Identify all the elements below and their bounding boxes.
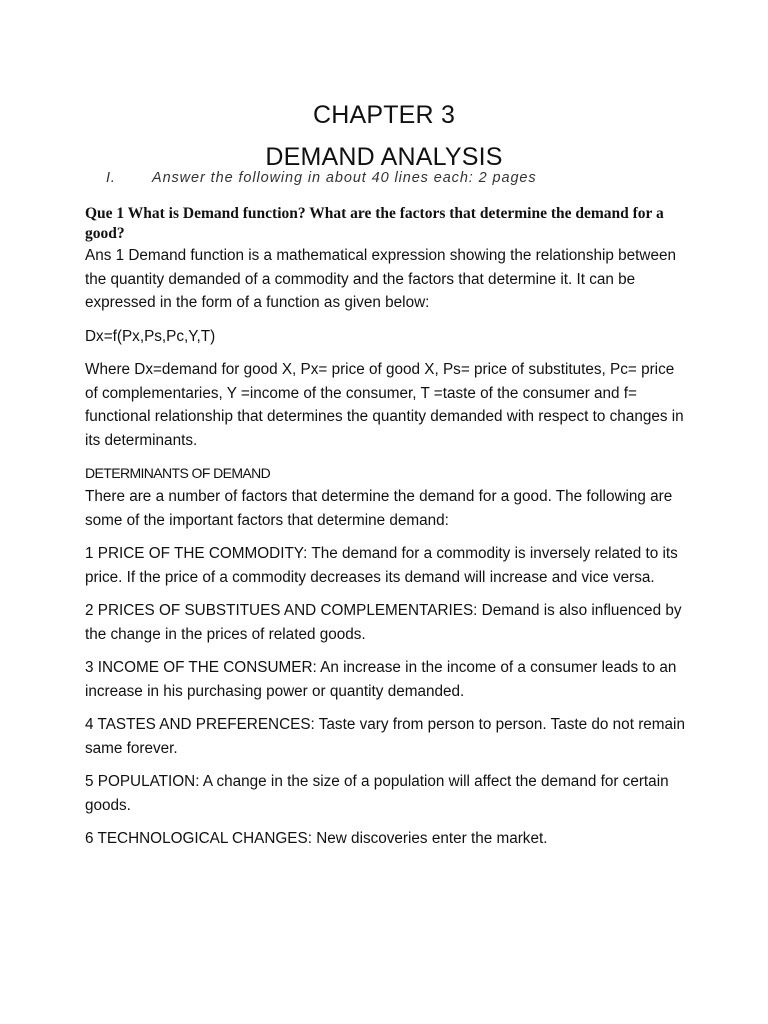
formula-explanation: Where Dx=demand for good X, Px= price of good X, Ps= price of substitutes, Pc= price of complementaries, Y =income of the consumer, T =taste of the consumer and f= functional relationship that determines the quantity demanded with respect to changes in its determinants. bbox=[85, 361, 684, 449]
determinants-intro: There are a number of factors that determine the demand for a good. The following are some of the important factors that determine demand: bbox=[85, 488, 673, 529]
instruction-number: I. bbox=[106, 170, 116, 186]
factor-item: 1 PRICE OF THE COMMODITY: The demand for a commodity is inversely related to its price. If the price of a commodity decreases its demand will increase and vice versa. bbox=[85, 545, 678, 586]
title-block bbox=[0, 94, 768, 178]
factor-item: 2 PRICES OF SUBSTITUES AND COMPLEMENTARIES: Demand is also influenced by the change in the prices of related goods. bbox=[85, 602, 682, 643]
factor-item: 6 TECHNOLOGICAL CHANGES: New discoveries enter the market. bbox=[85, 830, 548, 847]
question-heading: Que 1 What is Demand function? What are the factors that determine the demand for a good? bbox=[85, 205, 664, 242]
chapter-title: CHAPTER 3 bbox=[312, 101, 456, 129]
factor-item: 4 TASTES AND PREFERENCES: Taste vary from person to person. Taste do not remain same forever. bbox=[85, 716, 685, 757]
factor-item: 3 INCOME OF THE CONSUMER: An increase in the income of a consumer leads to an increase in his purchasing power or quantity demanded. bbox=[85, 659, 677, 700]
demand-formula: Dx=f(Px,Ps,Pc,Y,T) bbox=[85, 327, 216, 345]
instruction-text: Answer the following in about 40 lines each: 2 pages bbox=[152, 170, 537, 186]
answer-intro: Ans 1 Demand function is a mathematical expression showing the relationship between the quantity demanded of a commodity and the factors that determine it. It can be expressed in the form of a function as given below: bbox=[85, 247, 676, 311]
document-body bbox=[85, 204, 685, 861]
determinants-heading: DETERMINANTS OF DEMAND bbox=[85, 465, 271, 481]
chapter-subtitle: DEMAND ANALYSIS bbox=[265, 143, 503, 171]
factor-item: 5 POPULATION: A change in the size of a population will affect the demand for certain goods. bbox=[85, 773, 669, 814]
instruction-line bbox=[106, 170, 537, 186]
